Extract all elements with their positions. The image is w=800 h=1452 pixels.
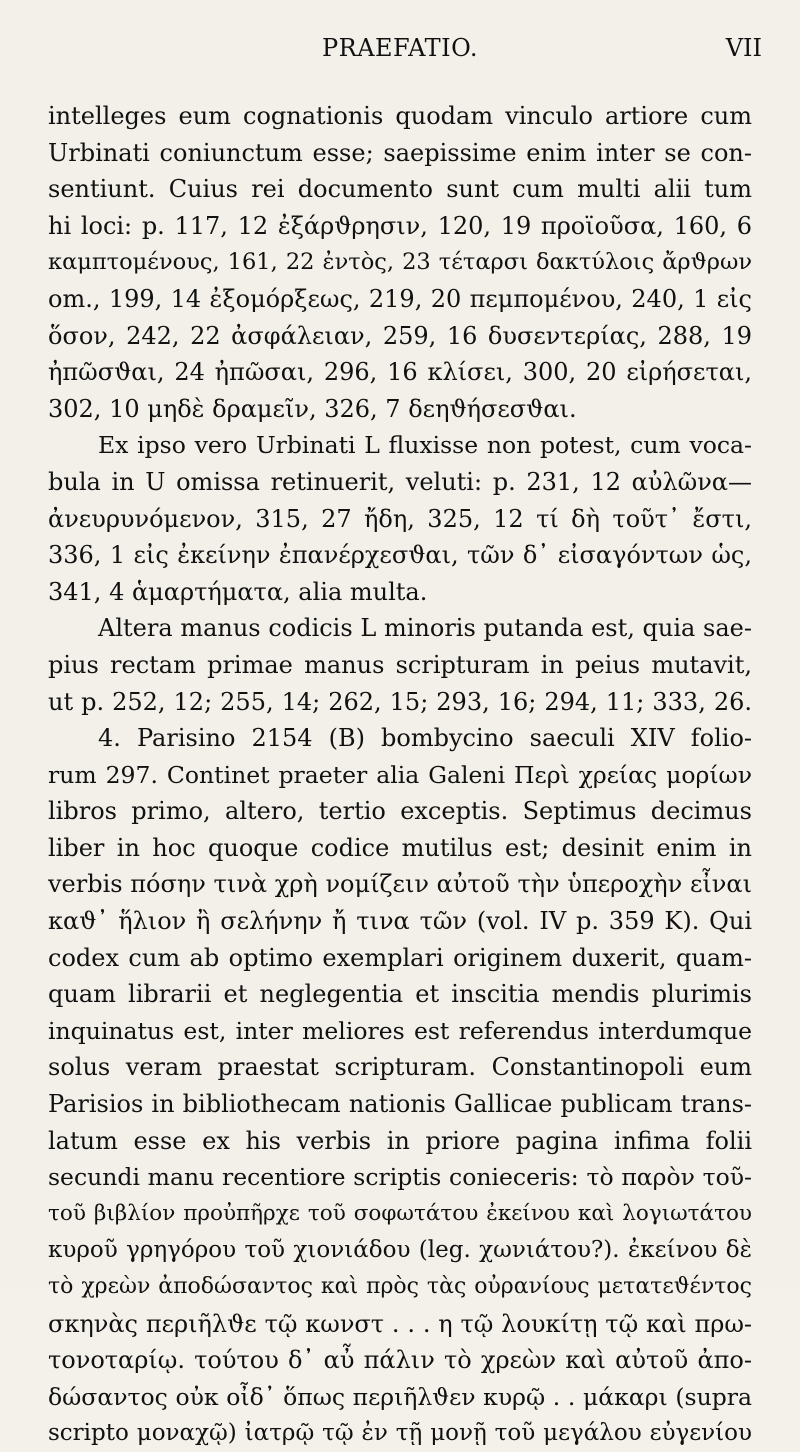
text-line: δώσαντος οὐκ οἶδ᾽ ὅπως περιῆλϑεν κυρῷ . . μάκαρι (supra	[48, 1382, 752, 1411]
text-line: 4. Parisino 2154 (B) bombycino saeculi XIV folio-	[98, 724, 752, 753]
text-line: rum 297. Continet praeter alia Galeni Περὶ χρείας μορίων	[48, 760, 752, 789]
page-number: VII	[725, 34, 762, 62]
text-line: ἀνευρυνόμενον, 315, 27 ἤδη, 325, 12 τί δὴ τοῦτ᾽ ἔστι,	[48, 504, 752, 533]
running-head	[0, 34, 800, 70]
text-line: secundi manu recentiore scriptis conieceris: τὸ παρὸν τοῦ-	[48, 1163, 752, 1192]
text-line: om., 199, 14 ἐξομόρξεως, 219, 20 πεμπομένου, 240, 1 εἰς	[48, 284, 752, 313]
text-line: ὅσον, 242, 22 ἀσφάλειαν, 259, 16 δυσεντερίας, 288, 19	[48, 321, 752, 350]
text-line: intelleges eum cognationis quodam vinculo artiore cum	[48, 102, 752, 130]
text-line: liber in hoc quoque codice mutilus est; desinit enim in	[48, 833, 752, 862]
text-line: τονοταρίῳ. τούτου δ᾽ αὖ πάλιν τὸ χρεὼν καὶ αὐτοῦ ἀπο-	[48, 1346, 752, 1375]
text-line: sentiunt. Cuius rei documento sunt cum multi alii tum	[48, 175, 752, 204]
text-line: 336, 1 εἰς ἐκείνην ἐπανέρχεσϑαι, τῶν δ᾽ εἰσαγόντων ὡς,	[48, 541, 752, 570]
text-line: τοῦ βιβλίον προὐπῆρχε τοῦ σοφωτάτου ἐκείνου καὶ λογιωτάτου	[48, 1200, 752, 1226]
text-line: τὸ χρεὼν ἀποδώσαντος καὶ πρὸς τὰς οὐρανίους μετατεϑέντος	[48, 1274, 752, 1299]
text-line: καϑ᾽ ἥλιον ἢ σελήνην ἤ τινα τῶν (vol. IV p. 359 K). Qui	[48, 907, 752, 936]
text-line: verbis πόσην τινὰ χρὴ νομίζειν αὐτοῦ τὴν ὑπεροχὴν εἶναι	[48, 870, 752, 899]
text-line: latum esse ex his verbis in priore pagina infima folii	[48, 1126, 752, 1155]
text-line: ἠπῶσϑαι, 24 ἠπῶσαι, 296, 16 κλίσει, 300, 20 εἰρήσεται,	[48, 358, 752, 387]
text-line: Parisios in bibliothecam nationis Gallicae publicam trans-	[48, 1090, 752, 1119]
text-line: codex cum ab optimo exemplari originem duxerit, quam-	[48, 943, 752, 972]
text-line: Ex ipso vero Urbinati L fluxisse non potest, cum voca-	[98, 431, 752, 460]
text-line: pius rectam primae manus scripturam in peius mutavit,	[48, 650, 752, 679]
page-title: PRAEFATIO.	[321, 34, 479, 62]
text-line: ut p. 252, 12; 255, 14; 262, 15; 293, 16; 294, 11; 333, 26.	[48, 687, 752, 716]
text-line: quam librarii et neglegentia et inscitia mendis plurimis	[48, 980, 752, 1009]
text-line: solus veram praestat scripturam. Constantinopoli eum	[48, 1053, 752, 1082]
text-line: κυροῦ γρηγόρου τοῦ χιονιάδου (leg. χωνιάτου?). ἐκείνου δὲ	[48, 1237, 752, 1264]
text-line: 341, 4 ἁμαρτήματα, alia multa.	[48, 577, 428, 606]
text-line: Urbinati coniunctum esse; saepissime enim inter se con-	[48, 138, 752, 167]
text-line: Altera manus codicis L minoris putanda est, quia sae-	[98, 614, 752, 643]
text-line: libros primo, altero, tertio exceptis. Septimus decimus	[48, 797, 752, 826]
text-line: scripto μοναχῷ) ἰατρῷ τῷ ἐν τῇ μονῇ τοῦ μεγάλου εὐγενίου	[48, 1420, 752, 1447]
text-line: hi loci: p. 117, 12 ἐξάρϑρησιν, 120, 19 προϊοῦσα, 160, 6	[48, 211, 752, 240]
text-line: σκηνὰς περιῆλϑε τῷ κωνστ . . . η τῷ λουκίτῃ τῷ καὶ πρω-	[48, 1309, 752, 1338]
text-line: καμπτομένους, 161, 22 ἐντὸς, 23 τέταρσι δακτύλοις ἄρϑρων	[48, 249, 752, 276]
text-line: 302, 10 μηδὲ δραμεῖν, 326, 7 δεηϑήσεσϑαι.	[48, 394, 577, 423]
text-line: inquinatus est, inter meliores est referendus interdumque	[48, 1016, 752, 1045]
text-line: bula in U omissa retinuerit, veluti: p. 231, 12 αὐλῶνα—	[48, 467, 752, 496]
body-text	[48, 98, 752, 1452]
